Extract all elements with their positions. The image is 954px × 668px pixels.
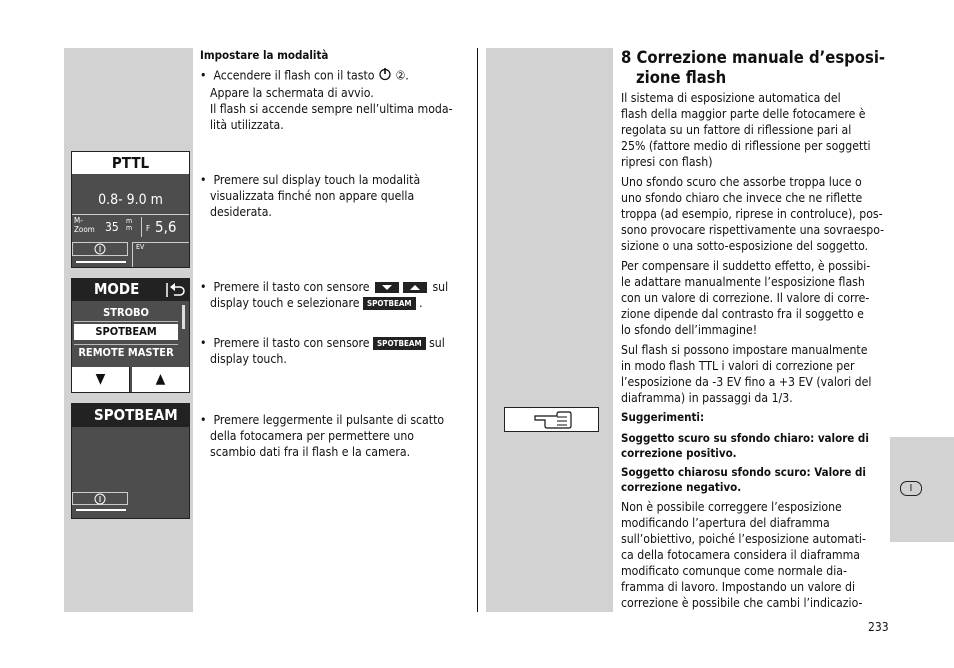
step-4-line-1-end: sul	[429, 336, 445, 350]
text-line: Soggetto scuro su sfondo chiaro: valore di	[621, 431, 869, 445]
note-hand-icon	[504, 407, 599, 432]
scroll-up-button[interactable]: ▲	[132, 367, 189, 392]
step-1-ref: ②.	[395, 68, 409, 83]
mode-item-remote-master[interactable]: REMOTE MASTER	[74, 344, 178, 361]
section-heading: Impostare la modalità	[200, 48, 329, 62]
text-line: l’esposizione da -3 EV fino a +3 EV (valori del	[621, 375, 872, 389]
text-line: sull’obiettivo, poiché l’esposizione automati-	[621, 532, 866, 546]
text-line: Uno sfondo scuro che assorbe troppa luce o	[621, 175, 862, 189]
text-line: framma di lavoro. Impostando un valore di	[621, 580, 856, 594]
step-2-line-2: visualizzata finché non appare quella	[210, 189, 415, 203]
text-line: Non è possibile correggere l’esposizione	[621, 500, 842, 514]
back-icon[interactable]	[165, 281, 187, 303]
scroll-down-button[interactable]: ▼	[72, 367, 130, 392]
ev-button[interactable]	[132, 242, 189, 267]
tips-heading: Suggerimenti:	[621, 410, 705, 424]
scrollbar[interactable]	[182, 305, 185, 329]
zoom-label-2: Zoom	[74, 225, 95, 234]
chapter-title	[621, 48, 885, 88]
spotbeam-title-bar	[72, 404, 189, 427]
mode-item-strobo[interactable]: STROBO	[74, 305, 178, 322]
info-underline	[76, 509, 126, 511]
paragraph-1	[621, 90, 889, 170]
language-tab-badge: I	[900, 481, 922, 496]
text-line: Il sistema di esposizione automatica del	[621, 91, 841, 105]
text-line: 25% (fattore medio di riflessione per soggetti	[621, 139, 871, 153]
info-button[interactable]	[72, 242, 128, 256]
right-margin-column	[486, 48, 613, 612]
zoom-unit-1: m	[126, 217, 133, 225]
f-value: 5,6	[155, 218, 177, 236]
down-arrow-icon	[375, 282, 399, 293]
step-2: • Premere sul display touch la modalità visualizzata finché non appare quella desiderata.	[200, 172, 470, 220]
step-3: • Premere il tasto con sensore sul display touch e selezionare SPOTBEAM .	[200, 280, 449, 310]
power-button-icon	[378, 67, 392, 85]
step-2-line-3: desiderata.	[210, 205, 272, 219]
range-readout: 0.8- 9.0 m	[98, 192, 163, 208]
info-button[interactable]	[72, 492, 128, 505]
text-line: Per compensare il suddetto effetto, è possibi-	[621, 259, 871, 273]
text-line: correzione positivo.	[621, 446, 737, 460]
ev-label: EV	[136, 243, 145, 251]
vertical-separator	[141, 217, 142, 237]
zoom-unit-2: m	[126, 224, 133, 232]
text-line: uno sfondo chiaro che invece che ne riflette	[621, 191, 863, 205]
text-line: in modo flash TTL i valori di correzione per	[621, 359, 855, 373]
text-line: troppa (ad esempio, riprese in controluce), pos-	[621, 207, 883, 221]
paragraph-4	[621, 342, 889, 406]
right-body	[621, 90, 889, 615]
divider-line	[72, 214, 189, 215]
text-line: modificando l’apertura del diaframma	[621, 516, 830, 530]
step-1: • Accendere il flash con il tasto ②. Appare la schermata di avvio. Il flash si accende sempre nell’ultima moda- lità utilizzata.	[200, 67, 470, 133]
zoom-value: 35	[105, 220, 119, 234]
step-5-line-2: della fotocamera per permettere uno	[210, 429, 414, 443]
tip-1	[621, 431, 889, 461]
chapter-title-line-1: 8 Correzione manuale d’esposi-	[621, 48, 886, 67]
text-line: Sul flash si possono impostare manualmente	[621, 343, 868, 357]
step-4-line-1: Premere il tasto con sensore	[213, 336, 370, 350]
mode-title-bar	[72, 279, 189, 301]
step-1-line-2: Appare la schermata di avvio.	[210, 86, 374, 100]
step-1-line-1: Accendere il flash con il tasto	[213, 68, 375, 83]
text-line: correzione negativo.	[621, 480, 742, 494]
step-4: • Premere il tasto con sensore SPOTBEAM sul display touch.	[200, 335, 475, 367]
text-line: lo sfondo dell’immagine!	[621, 323, 758, 337]
f-label: F	[146, 224, 151, 233]
text-line: flash della maggior parte delle fotocamere è	[621, 107, 866, 121]
tip-2	[621, 465, 889, 495]
paragraph-3	[621, 258, 889, 338]
text-line: le adattare manualmente l’esposizione flash	[621, 275, 865, 289]
step-3-line-2: display touch e selezionare	[210, 296, 360, 310]
step-5-line-1: Premere leggermente il pulsante di scatto	[213, 413, 445, 427]
up-arrow-icon	[403, 282, 427, 293]
text-line: con un valore di correzione. Il valore di corre-	[621, 291, 870, 305]
step-3-line-1: Premere il tasto con sensore	[213, 280, 370, 294]
column-divider	[477, 48, 478, 612]
mode-screen	[71, 278, 190, 393]
mode-title: MODE	[94, 280, 140, 298]
step-2-line-1: Premere sul display touch la modalità	[213, 173, 421, 187]
text-line: ca della fotocamera considera il diaframma	[621, 548, 861, 562]
step-5: • Premere leggermente il pulsante di scatto della fotocamera per permettere uno scambio dati fra il flash e la camera.	[200, 412, 470, 460]
text-line: zione dipende dal contrasto fra il soggetto e	[621, 307, 864, 321]
info-underline	[76, 261, 126, 263]
spotbeam-title: SPOTBEAM	[94, 406, 178, 424]
text-line: sizione o una sotto-esposizione del soggetto.	[621, 239, 869, 253]
page-number: 233	[868, 620, 889, 634]
spotbeam-chip: SPOTBEAM	[363, 297, 416, 310]
zoom-label-1: M-	[74, 216, 83, 225]
paragraph-5	[621, 499, 889, 611]
info-icon	[94, 493, 106, 505]
step-5-line-3: scambio dati fra il flash e la camera.	[210, 445, 411, 459]
step-3-line-1-end: sul	[432, 280, 449, 294]
pttl-screen	[71, 151, 190, 268]
pttl-title[interactable]: PTTL	[72, 152, 189, 174]
spotbeam-chip: SPOTBEAM	[373, 337, 426, 350]
paragraph-2	[621, 174, 889, 254]
text-line: correzione è possibile che cambi l’indicazio-	[621, 596, 863, 610]
chapter-title-line-2: zione flash	[636, 68, 727, 87]
step-1-line-3: Il flash si accende sempre nell’ultima moda-	[210, 102, 453, 116]
text-line: Soggetto chiarosu sfondo scuro: Valore di	[621, 465, 866, 479]
step-1-line-4: lità utilizzata.	[210, 118, 284, 132]
text-line: modificato comunque come normale dia-	[621, 564, 847, 578]
text-line: ripresi con flash)	[621, 155, 713, 169]
text-line: diaframma) in passaggi da 1/3.	[621, 391, 793, 405]
step-3-line-2-end: .	[419, 296, 423, 310]
text-line: sono provocare rispettivamente una sovraespo-	[621, 223, 885, 237]
info-icon	[94, 243, 106, 255]
spotbeam-screen	[71, 403, 190, 519]
mode-item-spotbeam[interactable]: SPOTBEAM	[74, 324, 178, 340]
text-line: regolata su un fattore di riflessione pari al	[621, 123, 852, 137]
step-4-line-2: display touch.	[210, 352, 287, 366]
